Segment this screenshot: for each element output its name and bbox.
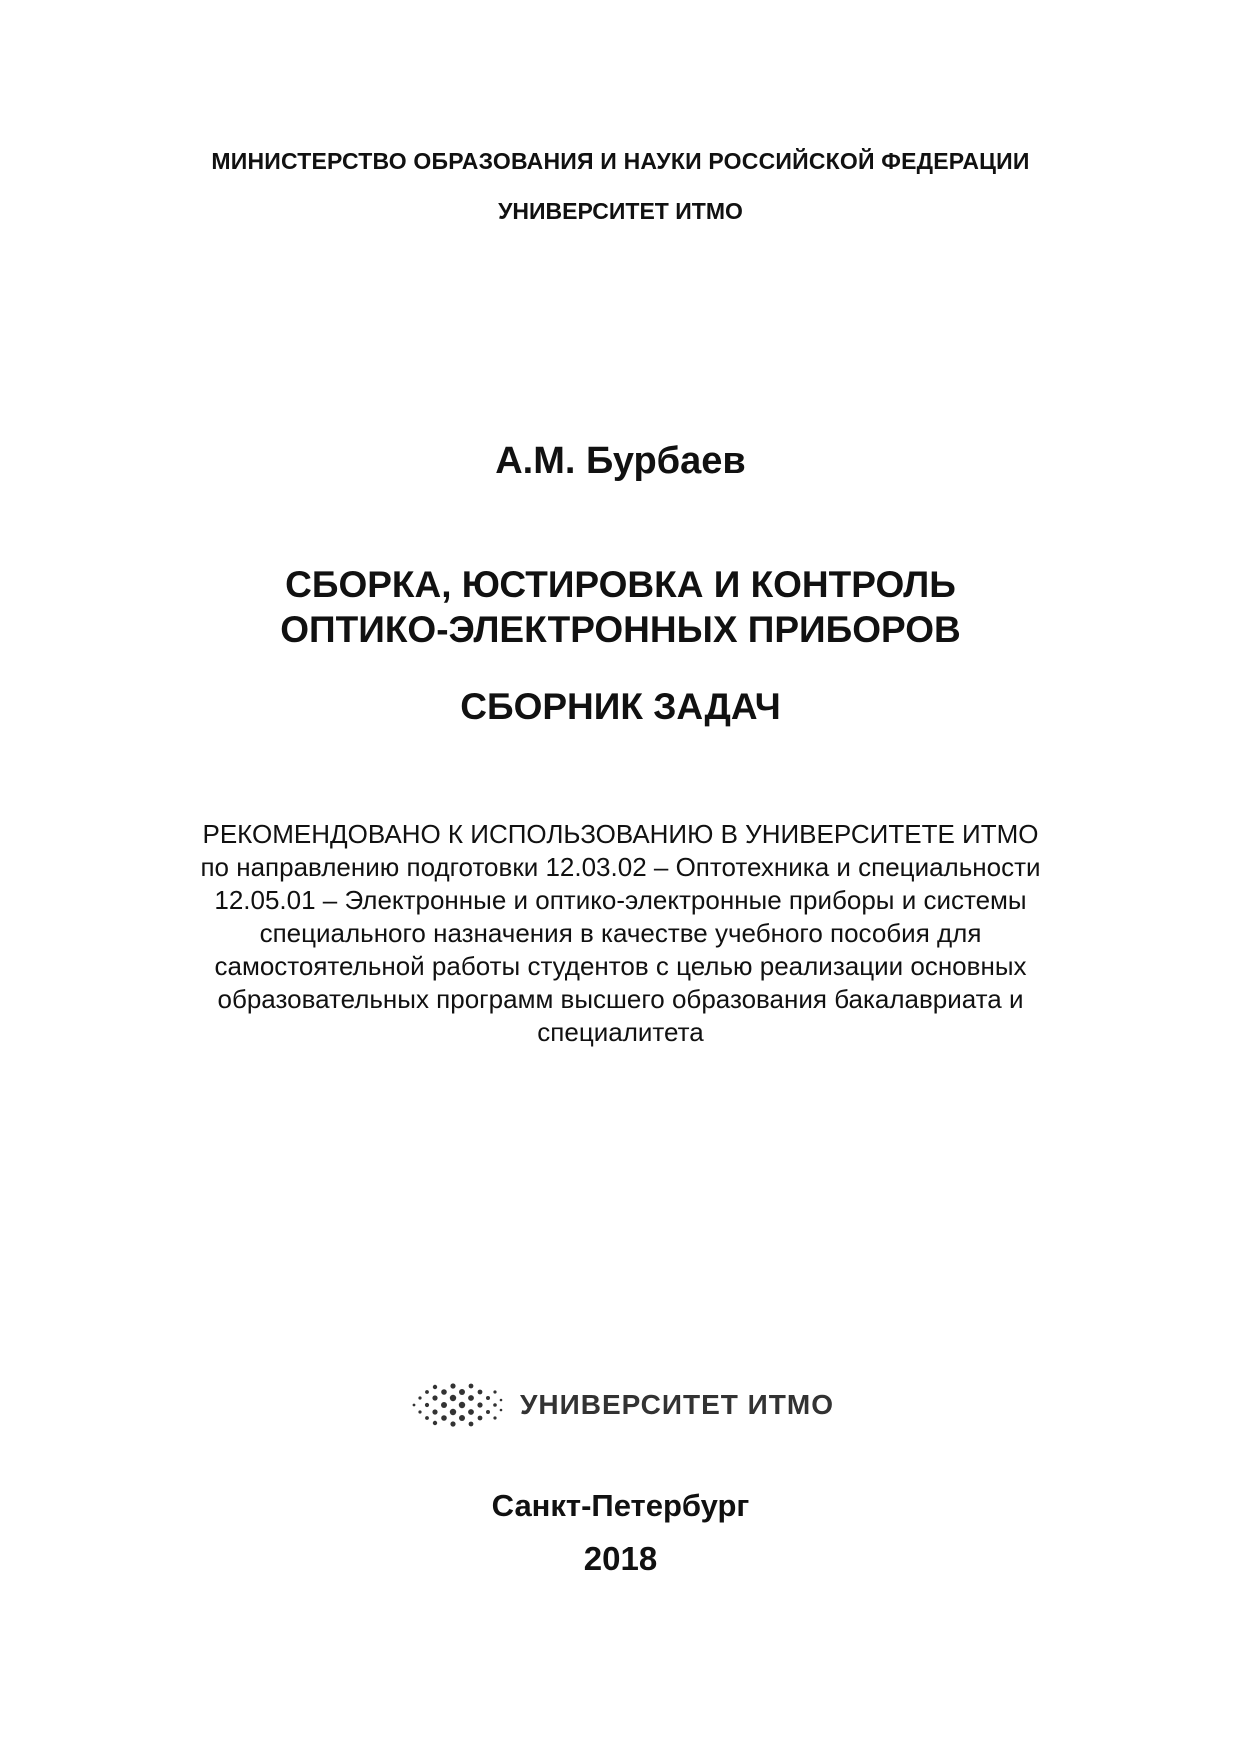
book-title-line-2: ОПТИКО-ЭЛЕКТРОННЫХ ПРИБОРОВ	[280, 609, 961, 650]
recommendation-line: специального назначения в качестве учебного пособия для	[259, 918, 982, 948]
recommendation-line: по направлению подготовки 12.03.02 – Оптотехника и специальности	[200, 852, 1041, 882]
itmo-dots-logo-icon	[410, 1382, 506, 1428]
university-heading: УНИВЕРСИТЕТ ИТМО	[498, 198, 743, 224]
publication-city: Санкт-Петербург	[491, 1488, 750, 1523]
recommendation-line: самостоятельной работы студентов с целью реализации основных	[214, 951, 1027, 981]
recommendation-line: 12.05.01 – Электронные и оптико-электронные приборы и системы	[214, 885, 1027, 915]
publication-year: 2018	[583, 1540, 658, 1577]
book-subtitle: СБОРНИК ЗАДАЧ	[460, 686, 781, 727]
recommendation-line: специалитета	[537, 1017, 704, 1047]
university-logo	[410, 1382, 834, 1428]
book-title-line-1: СБОРКА, ЮСТИРОВКА И КОНТРОЛЬ	[285, 564, 956, 605]
recommendation-block	[0, 818, 1241, 1049]
recommendation-line: РЕКОМЕНДОВАНО К ИСПОЛЬЗОВАНИЮ В УНИВЕРСИТЕТЕ ИТМО	[202, 819, 1039, 849]
author-name: А.М. Бурбаев	[495, 440, 746, 482]
logo-text: УНИВЕРСИТЕТ ИТМО	[520, 1389, 834, 1420]
book-title	[0, 562, 1241, 652]
recommendation-line: образовательных программ высшего образования бакалавриата и	[217, 984, 1024, 1014]
ministry-heading: МИНИСТЕРСТВО ОБРАЗОВАНИЯ И НАУКИ РОССИЙСКОЙ ФЕДЕРАЦИИ	[211, 148, 1030, 174]
